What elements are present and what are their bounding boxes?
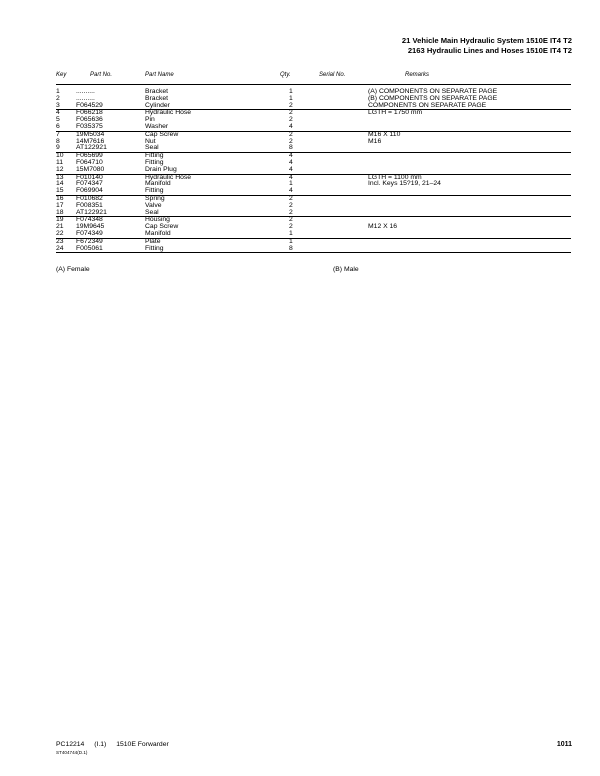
- part-key: 17: [56, 201, 64, 209]
- part-name: Plate: [145, 237, 161, 245]
- part-qty: 2: [289, 201, 293, 209]
- table-row: [56, 117, 571, 124]
- part-remarks: (B) COMPONENTS ON SEPARATE PAGE: [368, 94, 498, 102]
- part-qty: 1: [289, 94, 293, 102]
- table-row: [56, 224, 571, 231]
- table-row: [56, 103, 571, 110]
- part-qty: 2: [289, 137, 293, 145]
- part-qty: 4: [289, 158, 293, 166]
- part-key: 5: [56, 116, 60, 124]
- column-qty: Qty.: [280, 72, 291, 78]
- part-qty: 1: [289, 88, 293, 95]
- part-remarks: M16: [368, 137, 382, 145]
- part-remarks: M12 X 16: [368, 223, 398, 231]
- catalog-version: (I.1): [94, 741, 107, 748]
- part-key: 21: [56, 223, 64, 231]
- part-name: Seal: [145, 208, 159, 216]
- part-number: F065699: [76, 152, 103, 160]
- part-number: ..........: [76, 88, 95, 95]
- part-name: Fitting: [145, 187, 164, 195]
- part-key: 18: [56, 208, 64, 216]
- part-qty: 2: [289, 109, 293, 117]
- part-key: 1: [56, 88, 60, 95]
- table-row: [56, 210, 571, 217]
- part-remarks: (A) COMPONENTS ON SEPARATE PAGE: [368, 88, 498, 95]
- part-qty: 2: [289, 216, 293, 224]
- part-qty: 1: [289, 229, 293, 237]
- part-number: AT122921: [76, 144, 107, 152]
- part-key: 24: [56, 244, 64, 252]
- table-row: [56, 124, 571, 131]
- part-name: Bracket: [145, 94, 169, 102]
- table-row: [56, 145, 571, 152]
- part-qty: 4: [289, 122, 293, 130]
- table-row: [56, 139, 571, 146]
- part-remarks: M16 X 110: [368, 130, 401, 138]
- page-number: 1011: [556, 741, 572, 748]
- table-row: [56, 153, 571, 160]
- section-title: 21 Vehicle Main Hydraulic System 1510E IT4 T2: [401, 36, 572, 45]
- part-name: Nut: [145, 137, 156, 145]
- part-qty: 2: [289, 208, 293, 216]
- part-group: [56, 110, 571, 131]
- column-part-name: Part Name: [145, 72, 174, 78]
- part-name: Fitting: [145, 244, 164, 252]
- part-key: 2: [56, 94, 60, 102]
- part-group: [56, 175, 571, 196]
- note-male: (B) Male: [333, 266, 359, 273]
- part-number: F074349: [76, 229, 103, 237]
- part-key: 11: [56, 158, 64, 166]
- part-number: 15M7080: [76, 165, 105, 173]
- note-female: (A) Female: [56, 266, 90, 273]
- table-row: [56, 160, 571, 167]
- part-key: 4: [56, 109, 60, 117]
- part-key: 9: [56, 144, 60, 152]
- part-qty: 4: [289, 165, 293, 173]
- part-qty: 2: [289, 116, 293, 124]
- part-number: F074347: [76, 180, 103, 188]
- part-name: Manifold: [145, 180, 171, 188]
- column-remarks: Remarks: [405, 72, 430, 78]
- model-name: 1510E Forwarder: [116, 741, 169, 748]
- table-row: [56, 132, 571, 139]
- part-qty: 4: [289, 187, 293, 195]
- part-number: F672349: [76, 237, 103, 245]
- part-number: F066218: [76, 109, 103, 117]
- part-remarks: LGTH = 1100 mm: [368, 173, 422, 181]
- part-qty: 1: [289, 237, 293, 245]
- part-key: 6: [56, 122, 60, 130]
- part-name: Fitting: [145, 158, 164, 166]
- part-name: Seal: [145, 144, 159, 152]
- part-number: F069904: [76, 187, 103, 195]
- part-qty: 2: [289, 194, 293, 202]
- table-row: [56, 231, 571, 238]
- part-group: [56, 89, 571, 110]
- part-number: ..........: [76, 94, 95, 102]
- part-qty: 4: [289, 152, 293, 160]
- table-row: [56, 196, 571, 203]
- part-qty: 2: [289, 223, 293, 231]
- part-number: 19M5034: [76, 130, 105, 138]
- part-name: Manifold: [145, 229, 171, 237]
- part-key: 19: [56, 216, 64, 224]
- part-remarks: COMPONENTS ON SEPARATE PAGE: [368, 101, 487, 109]
- footer-catalog: [56, 741, 177, 748]
- part-key: 23: [56, 237, 64, 245]
- part-key: 12: [56, 165, 64, 173]
- part-group: [56, 217, 571, 238]
- subsection-title: 2163 Hydraulic Lines and Hoses 1510E IT4 T2: [407, 46, 572, 55]
- part-qty: 2: [289, 101, 293, 109]
- part-key: 22: [56, 229, 64, 237]
- part-key: 7: [56, 130, 60, 138]
- part-group: [56, 239, 571, 254]
- table-row: [56, 110, 571, 117]
- table-row: [56, 167, 571, 174]
- header-rule: [56, 84, 571, 85]
- part-key: 16: [56, 194, 64, 202]
- part-number: F010140: [76, 173, 103, 181]
- catalog-number: PC12214: [56, 741, 85, 748]
- part-name: Hydraulic Hose: [145, 109, 192, 117]
- part-number: F064710: [76, 158, 103, 166]
- part-name: Washer: [145, 122, 169, 130]
- part-qty: 8: [289, 244, 293, 252]
- part-key: 13: [56, 173, 64, 181]
- part-name: Spring: [145, 194, 165, 202]
- column-headers: [56, 72, 571, 82]
- part-key: 10: [56, 152, 64, 160]
- part-number: 19M9645: [76, 223, 105, 231]
- part-number: F008351: [76, 201, 103, 209]
- column-key: Key: [56, 72, 67, 78]
- part-name: Drain Plug: [145, 165, 177, 173]
- table-row: [56, 203, 571, 210]
- column-serial-no: Serial No.: [319, 72, 346, 78]
- footer-code: ST404744(D.1): [56, 750, 88, 755]
- part-qty: 4: [289, 173, 293, 181]
- part-number: 14M7616: [76, 137, 105, 145]
- part-number: F010682: [76, 194, 103, 202]
- part-key: 15: [56, 187, 64, 195]
- part-name: Fitting: [145, 152, 164, 160]
- parts-table: [56, 89, 571, 253]
- column-part-no: Part No.: [90, 72, 113, 78]
- part-qty: 2: [289, 130, 293, 138]
- part-key: 14: [56, 180, 64, 188]
- part-number: F035375: [76, 122, 103, 130]
- table-row: [56, 246, 571, 253]
- table-row: [56, 188, 571, 195]
- table-row: [56, 175, 571, 182]
- part-name: Housing: [145, 216, 170, 224]
- table-row: [56, 96, 571, 103]
- part-number: AT122921: [76, 208, 107, 216]
- part-remarks: LGTH = 1750 mm: [368, 109, 423, 117]
- part-remarks: Incl. Keys 15?19, 21–24: [368, 180, 441, 188]
- part-name: Cap Screw: [145, 130, 179, 138]
- part-key: 3: [56, 101, 60, 109]
- part-name: Pin: [145, 116, 155, 124]
- part-number: F065636: [76, 116, 103, 124]
- part-number: F064529: [76, 101, 103, 109]
- part-name: Cylinder: [145, 101, 170, 109]
- part-number: F005061: [76, 244, 103, 252]
- part-number: F074348: [76, 216, 103, 224]
- part-qty: 1: [289, 180, 293, 188]
- table-row: [56, 181, 571, 188]
- part-key: 8: [56, 137, 60, 145]
- part-name: Valve: [145, 201, 162, 209]
- part-group: [56, 153, 571, 174]
- part-qty: 8: [289, 144, 293, 152]
- part-group: [56, 132, 571, 153]
- part-name: Cap Screw: [145, 223, 179, 231]
- part-name: Bracket: [145, 88, 169, 95]
- part-group: [56, 196, 571, 217]
- table-row: [56, 239, 571, 246]
- table-row: [56, 217, 571, 224]
- part-name: Hydraulic Hose: [145, 173, 192, 181]
